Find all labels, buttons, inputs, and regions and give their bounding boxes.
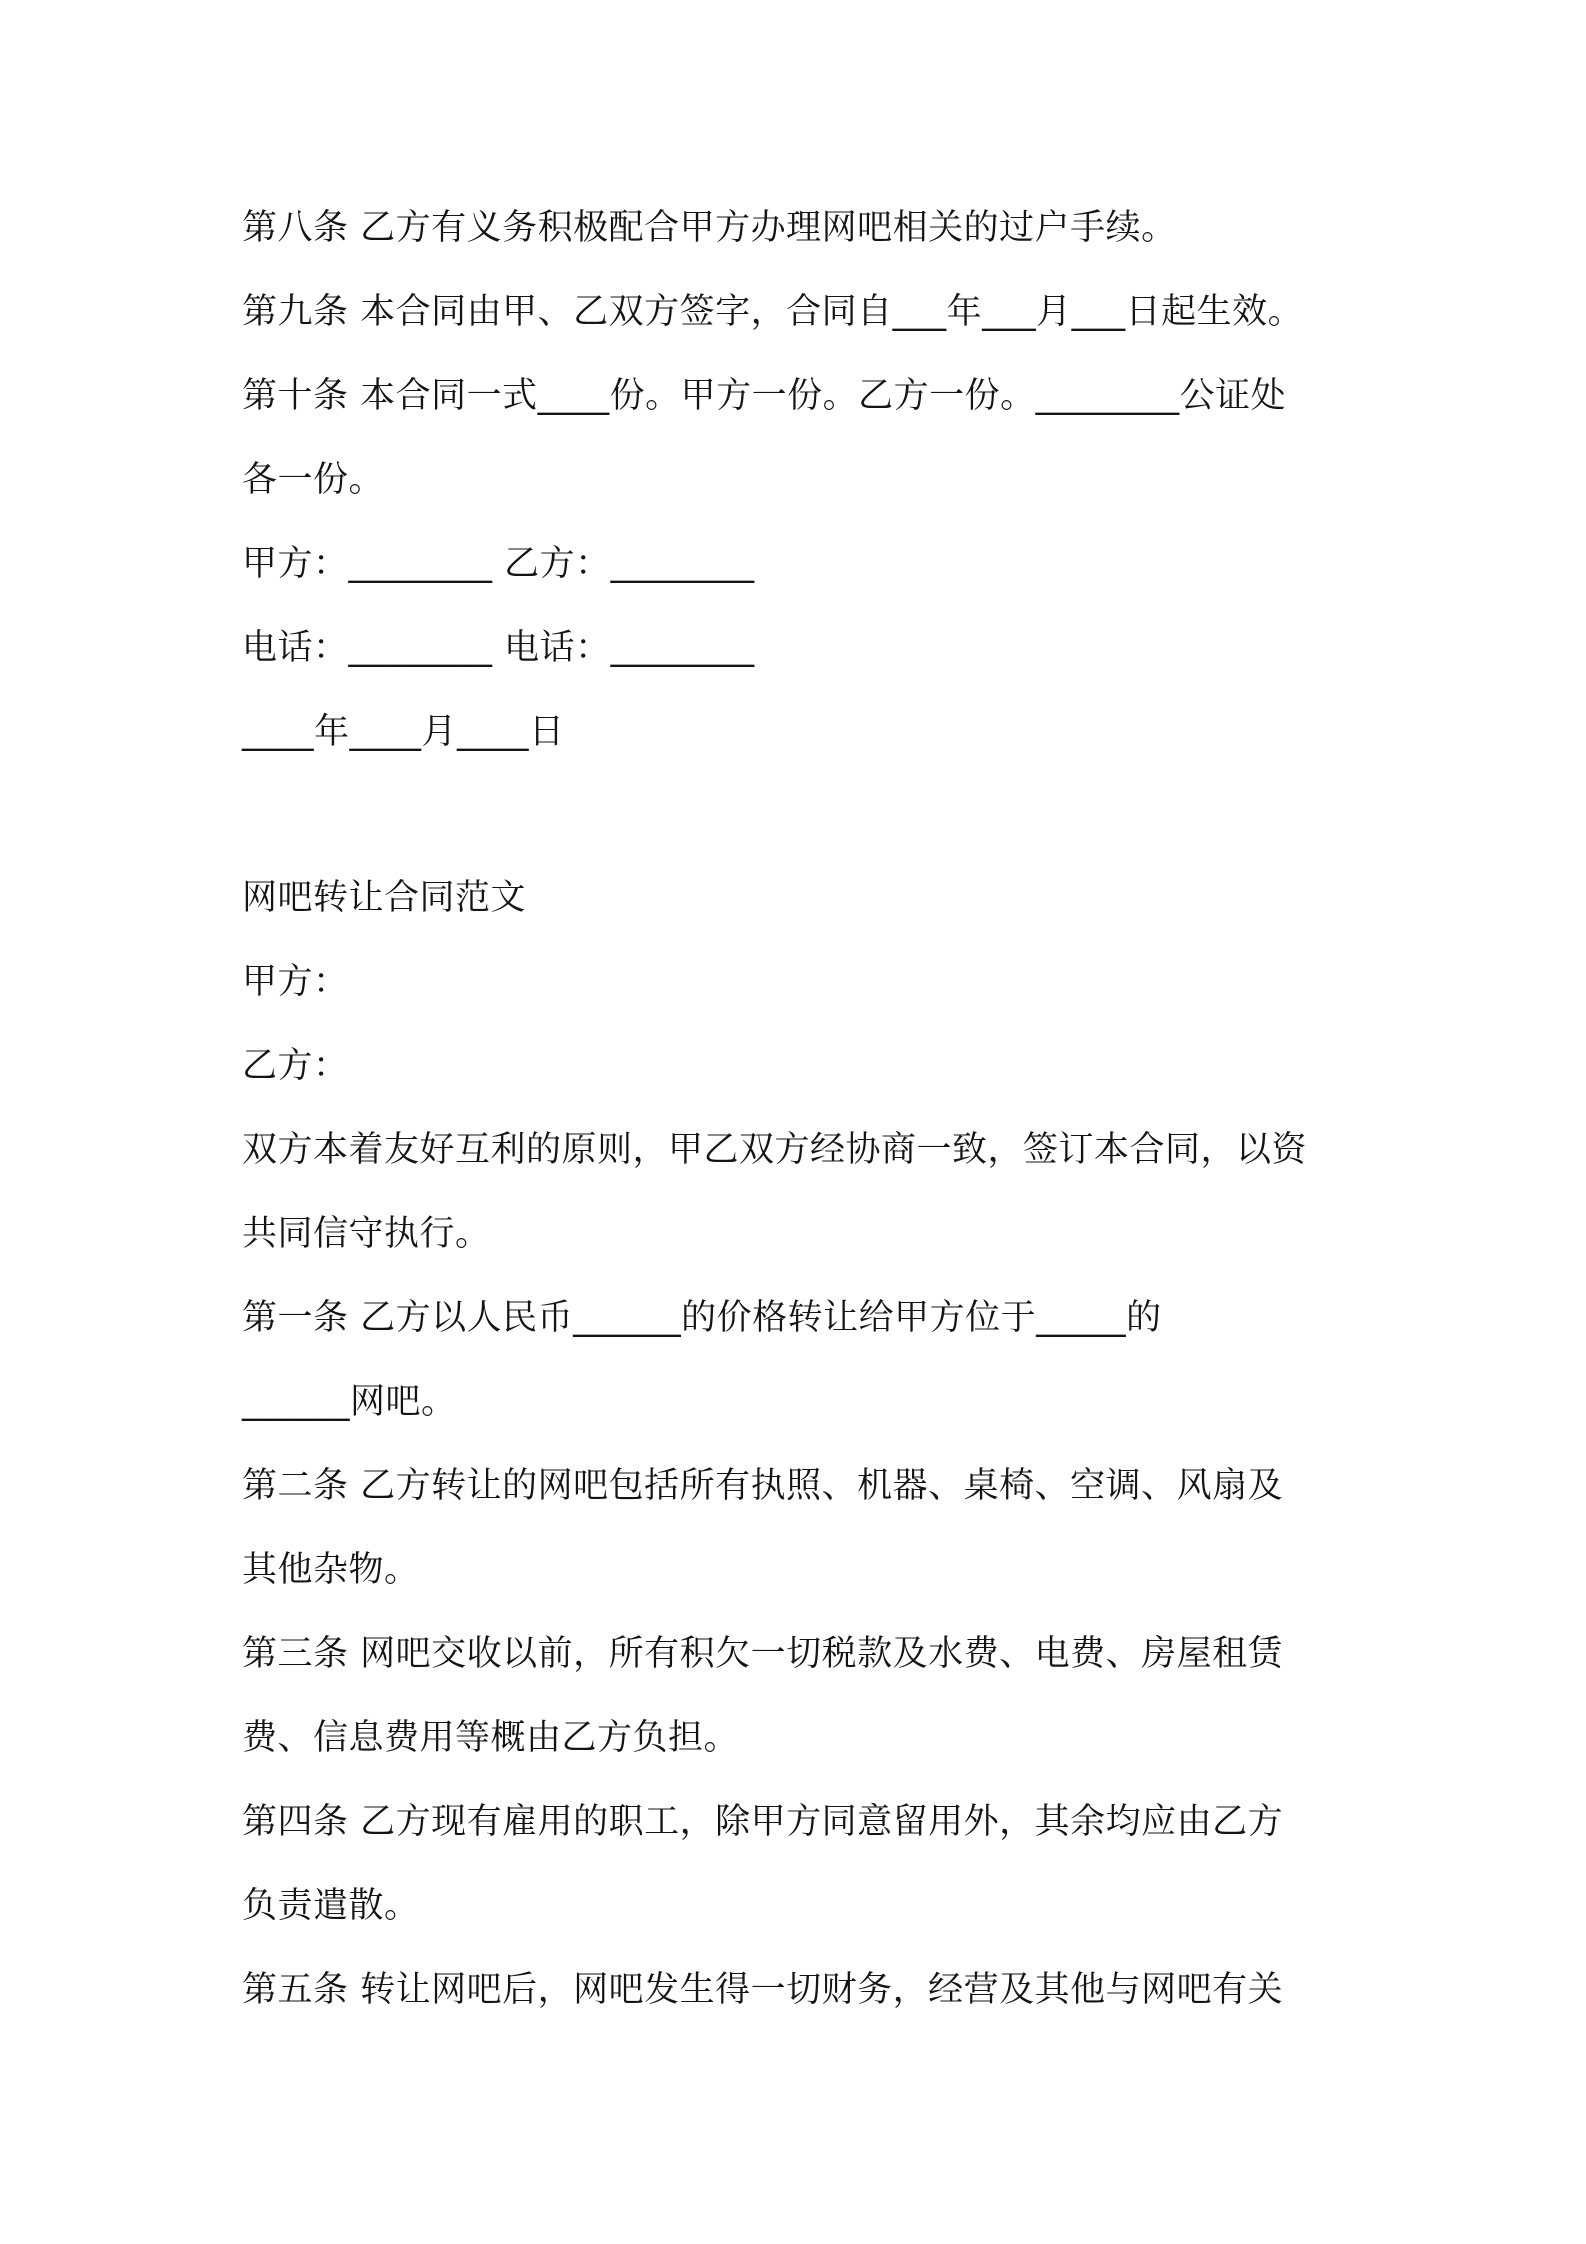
article-3-line-2: 费、信息费用等概由乙方负担。 [242,1718,740,1758]
article-1-line-2: ______网吧。 [242,1382,457,1422]
article-1-line-1: 第一条 乙方以人民币______的价格转让给甲方位于_____的 [242,1298,1162,1338]
signature-date-line: ____年____月____日 [242,712,565,752]
article-5-line-1: 第五条 转让网吧后，网吧发生得一切财务，经营及其他与网吧有关 [242,1970,1284,2010]
article-9: 第九条 本合同由甲、乙双方签字，合同自___年___月___日起生效。 [242,292,1304,332]
article-4-line-2: 负责遣散。 [242,1886,420,1926]
article-8: 第八条 乙方有义务积极配合甲方办理网吧相关的过户手续。 [242,208,1177,248]
party-a-label: 甲方： [242,962,349,1002]
preamble-line-1: 双方本着友好互利的原则，甲乙双方经协商一致，签订本合同，以资 [242,1130,1308,1170]
article-10-line-1: 第十条 本合同一式____份。甲方一份。乙方一份。________公证处 [242,376,1287,416]
preamble-line-2: 共同信守执行。 [242,1214,491,1254]
article-2-line-2: 其他杂物。 [242,1550,420,1590]
party-b-label: 乙方： [242,1046,349,1086]
article-10-line-2: 各一份。 [242,460,385,500]
article-4-line-1: 第四条 乙方现有雇用的职工，除甲方同意留用外，其余均应由乙方 [242,1802,1284,1842]
signature-phone-line: 电话：________ 电话：________ [242,628,755,668]
signature-party-line: 甲方：________ 乙方：________ [242,544,755,584]
article-2-line-1: 第二条 乙方转让的网吧包括所有执照、机器、桌椅、空调、风扇及 [242,1466,1284,1506]
contract-title: 网吧转让合同范文 [242,878,527,918]
article-3-line-1: 第三条 网吧交收以前，所有积欠一切税款及水费、电费、房屋租赁 [242,1634,1284,1674]
